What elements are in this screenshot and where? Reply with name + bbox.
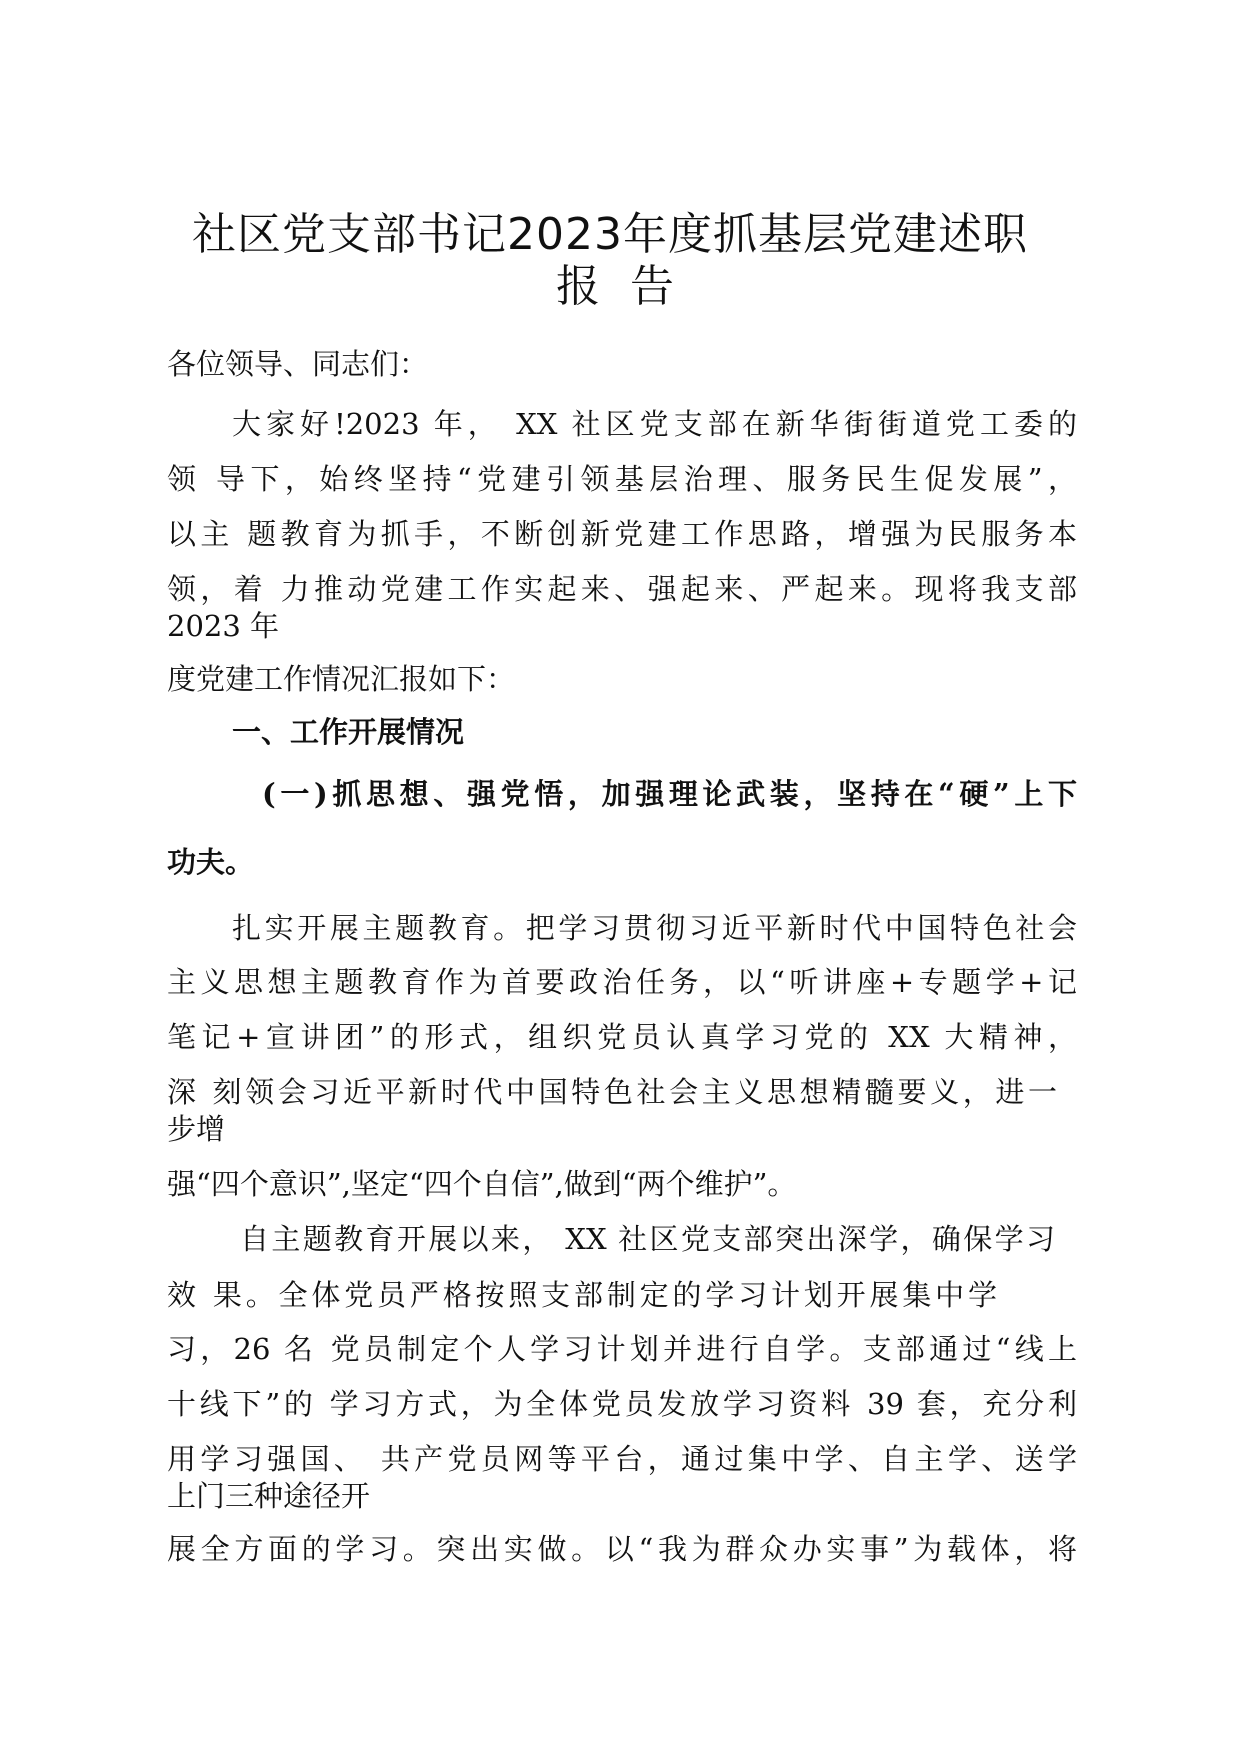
paragraph-3-line-5: 用学习强国、 共产党员网等平台，通过集中学、自主学、送学: [167, 1442, 1077, 1476]
paragraph-1-line-5: 2023 年: [167, 609, 280, 643]
document-title-line-1: 社区党支部书记2023年度抓基层党建述职: [192, 209, 1028, 260]
paragraph-2-line-6: 强“四个意识”,坚定“四个自信”,做到“两个维护”。: [167, 1167, 797, 1201]
paragraph-3-line-4: 十线下”的 学习方式，为全体党员发放学习资料 39 套，充分利: [167, 1387, 1077, 1421]
paragraph-1-line-4: 领，着 力推动党建工作实起来、强起来、严起来。现将我支部: [167, 572, 1077, 606]
section-1-heading: 一、工作开展情况: [232, 715, 465, 749]
subsection-1-heading-line-1: (一)抓思想、强党悟，加强理论武装，坚持在“硬”上下: [262, 777, 1077, 811]
paragraph-3-line-2: 效 果。全体党员严格按照支部制定的学习计划开展集中学: [167, 1278, 997, 1312]
paragraph-1-line-3: 以主 题教育为抓手，不断创新党建工作思路，增强为民服务本: [167, 517, 1077, 551]
paragraph-1-line-2: 领 导下，始终坚持“党建引领基层治理、服务民生促发展”，: [167, 462, 1077, 496]
paragraph-3-line-6: 上门三种途径开: [167, 1479, 371, 1513]
paragraph-3-line-7: 展全方面的学习。突出实做。以“我为群众办实事”为载体，将: [167, 1532, 1077, 1566]
subsection-1-heading-line-2: 功夫。: [167, 845, 255, 879]
paragraph-3-line-1: 自主题教育开展以来， XX 社区党支部突出深学，确保学习: [240, 1222, 1055, 1256]
document-title-line-2: 报告: [556, 261, 704, 312]
paragraph-1-line-1: 大家好!2023 年， XX 社区党支部在新华街街道党工委的: [232, 407, 1077, 441]
paragraph-2-line-3: 笔记+宣讲团”的形式，组织党员认真学习党的 XX 大精神，: [167, 1020, 1077, 1054]
paragraph-1-line-6: 度党建工作情况汇报如下：: [167, 662, 516, 696]
paragraph-2-line-4: 深 刻领会习近平新时代中国特色社会主义思想精髓要义，进一: [167, 1075, 1057, 1109]
paragraph-2-line-5: 步增: [167, 1112, 226, 1146]
paragraph-3-line-3: 习，26 名 党员制定个人学习计划并进行自学。支部通过“线上: [167, 1332, 1077, 1366]
salutation: 各位领导、同志们：: [167, 347, 429, 381]
paragraph-2-line-1: 扎实开展主题教育。把学习贯彻习近平新时代中国特色社会: [232, 911, 1077, 945]
paragraph-2-line-2: 主义思想主题教育作为首要政治任务，以“听讲座+专题学+记: [167, 965, 1077, 999]
